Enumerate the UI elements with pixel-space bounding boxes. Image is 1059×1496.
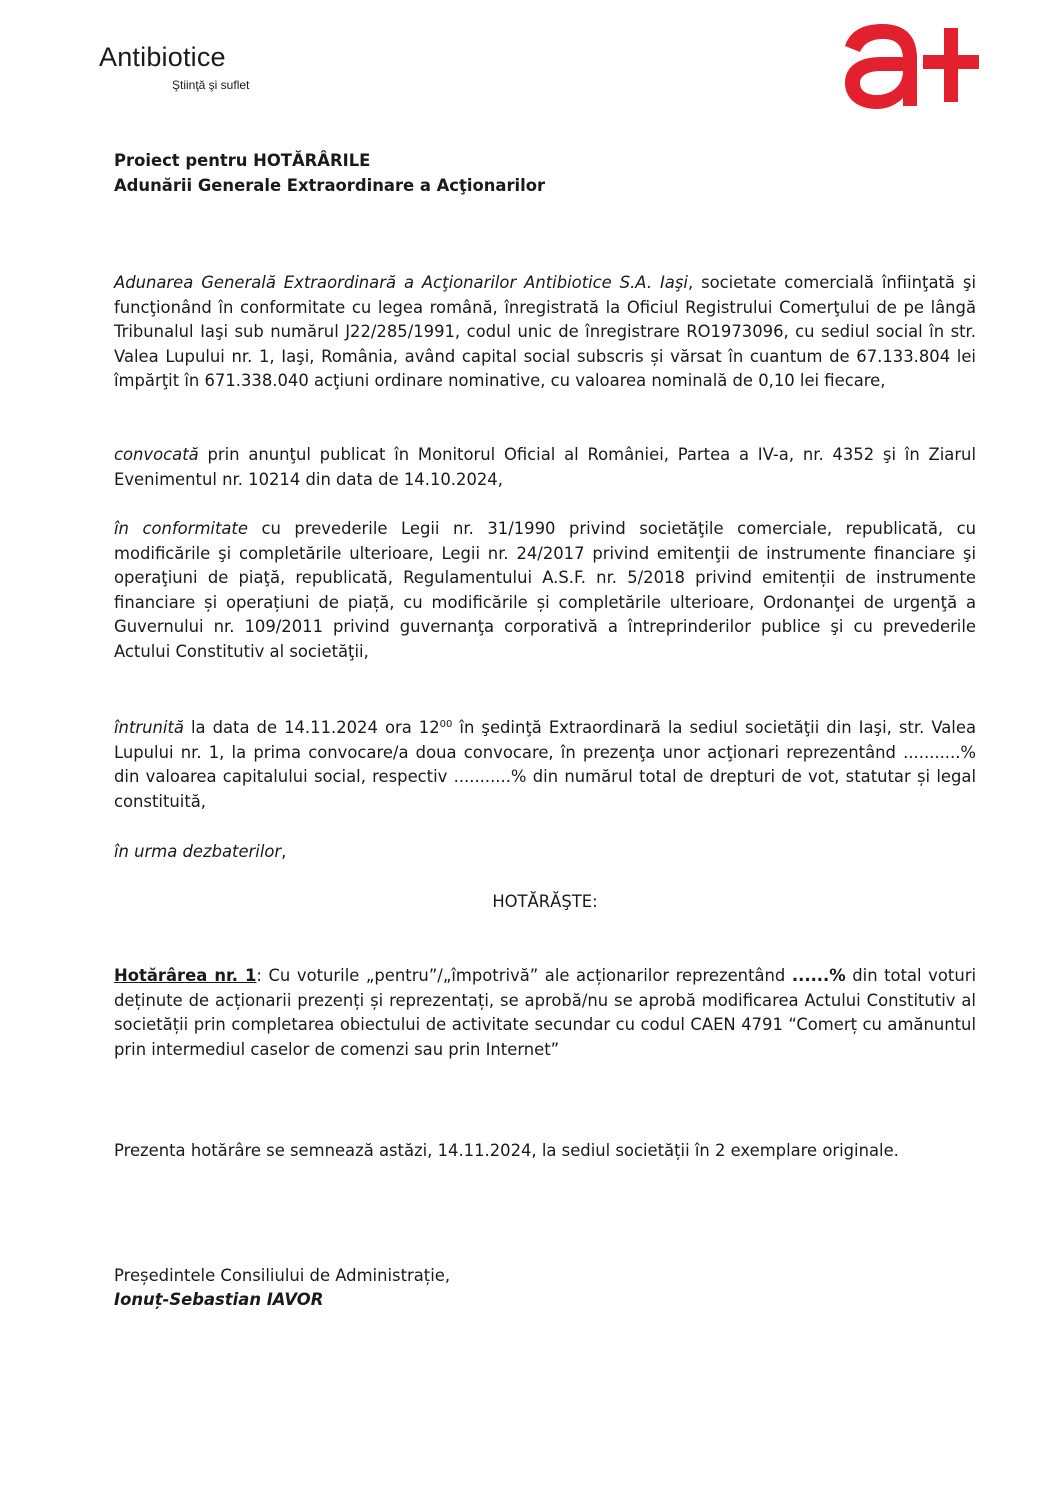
signatory-role: Președintele Consiliului de Administrație, — [114, 1266, 451, 1285]
title-line-1: Proiect pentru HOTĂRÂRILE — [114, 151, 371, 170]
paragraph-body: prin anunţul publicat în Monitorul Oficial al României, Partea a IV-a, nr. 4352 şi în Ziarul Evenimentul nr. 10214 din data de 14.10.2024, — [114, 445, 976, 489]
meeting-time-minutes: 00 — [439, 719, 453, 730]
paragraph-debates — [114, 840, 976, 865]
paragraph-legal-basis — [114, 517, 976, 665]
resolution-label: Hotărârea nr. 1 — [114, 966, 257, 985]
paragraph-body: , societate comercială înfiinţată şi funcţionând în conformitate cu legea română, înregistrată la Oficiul Registrului Comerţului de pe lângă Tribunalul Iaşi sub numărul J22/285/1991, codul unic de înregistrare RO1973096, cu sediul social în str. Valea Lupului nr. 1, Iaşi, România, având capital social subscris și vărsat în cuantum de 67.133.804 lei împărţit în 671.338.040 acţiuni ordinare nominative, cu valoarea nominală de 0,10 lei fiecare, — [114, 273, 977, 391]
paragraph-convocation — [114, 443, 976, 492]
paragraph-lead: întrunită — [114, 718, 184, 737]
paragraph-company-identification — [114, 271, 976, 394]
paragraph-body: în şedinţă Extraordinară la sediul societăţii din Iaşi, str. Valea Lupului nr. 1, la prima convocare/a doua convocare, în prezenţa unor acţionari reprezentând ...........% din valoarea capitalului social, respectiv ...........% din numărul total de drepturi de vot, statutar și legal constituită, — [114, 718, 976, 811]
signatory-name: Ionuț-Sebastian IAVOR — [114, 1290, 324, 1309]
resolution-percentage-placeholder: ......% — [791, 966, 846, 985]
paragraph-lead: Adunarea Generală Extraordinară a Acţionarilor Antibiotice S.A. Iaşi — [114, 273, 688, 292]
company-tagline: Ştiinţă şi suflet — [172, 78, 250, 92]
paragraph-body: , — [281, 842, 287, 861]
paragraph-lead: în urma dezbaterilor — [114, 842, 282, 861]
resolution-1 — [114, 964, 976, 1062]
paragraph-lead: în conformitate — [114, 519, 248, 538]
logo-letter-a — [845, 24, 917, 109]
logo-plus-vertical — [944, 28, 958, 102]
title-line-2: Adunării Generale Extraordinare a Acţionarilor — [114, 176, 546, 195]
resolution-body: din total voturi deținute de acționarii prezenți și reprezentați, se aprobă/nu se aprobă modificarea Actului Constitutiv al societății prin completarea obiectului de activitate secundar cu codul CAEN 4791 “Comerț cu amănuntul prin intermediul caselor de comenzi sau prin Internet” — [114, 966, 976, 1059]
decides-heading: HOTĂRĂŞTE: — [492, 892, 598, 911]
paragraph-lead: convocată — [114, 445, 199, 464]
paragraph-meeting-details — [114, 716, 976, 814]
closing-statement: Prezenta hotărâre se semnează astăzi, 14.11.2024, la sediul societății în 2 exemplare originale. — [114, 1141, 899, 1160]
paragraph-body: cu prevederile Legii nr. 31/1990 privind societăţile comerciale, republicată, cu modificările şi completările ulterioare, Legii nr. 24/2017 privind emitenţii de instrumente financiare şi operaţiuni de piaţă, republicată, Regulamentului A.S.F. nr. 5/2018 privind emitenții de instrumente financiare și operațiuni de piață, cu modificările și completările ulterioare, Ordonanţei de urgenţă a Guvernului nr. 109/2011 privind guvernanţa corporativă a întreprinderilor publice şi cu prevederile Actului Constitutiv al societăţii, — [114, 519, 977, 661]
company-logo-text: Antibiotice — [99, 42, 226, 72]
document-title — [114, 148, 545, 198]
a-plus-logo-icon — [843, 20, 979, 110]
paragraph-body: la data de 14.11.2024 ora 12 — [183, 718, 440, 737]
resolution-body: : Cu voturile „pentru”/„împotrivă” ale acționarilor reprezentând — [256, 966, 792, 985]
